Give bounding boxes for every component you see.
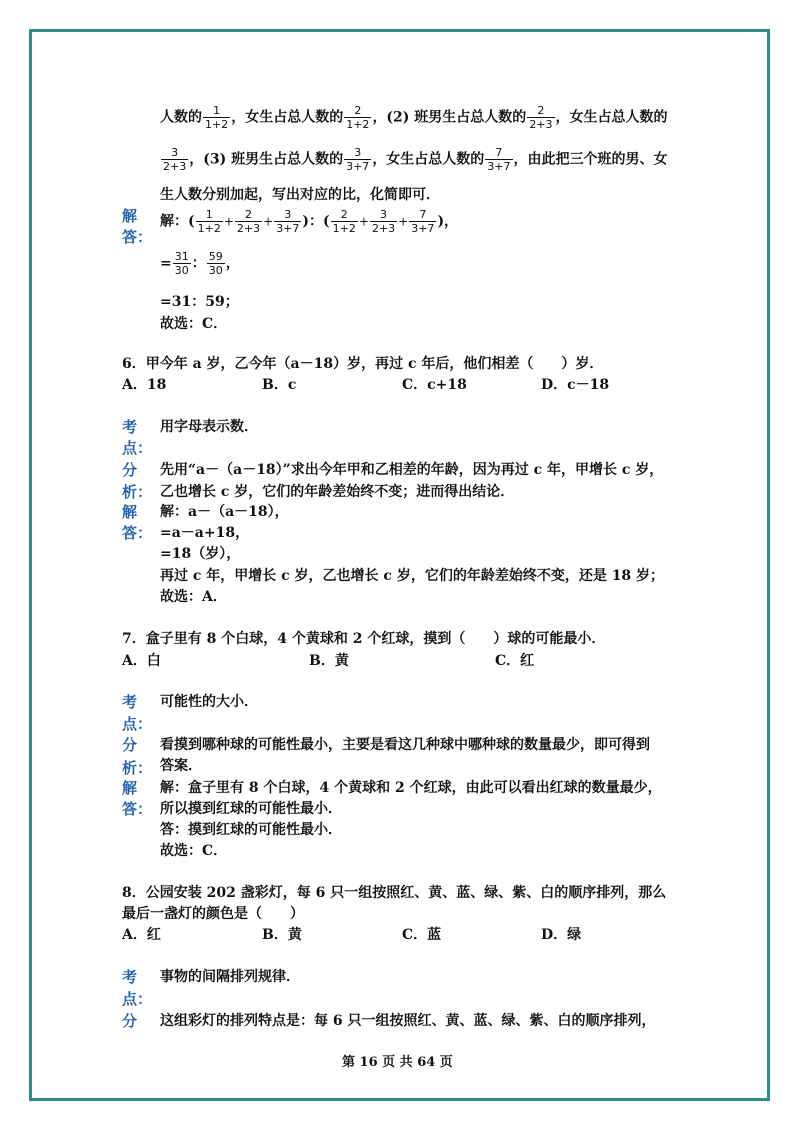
- q8-stem-line-1: 8．公园安装 202 盏彩灯，每 6 只一组按照红、黄、蓝、绿、紫、白的顺序排列，那么: [122, 885, 667, 901]
- q7-stem: 7．盒子里有 8 个白球，4 个黄球和 2 个红球，摸到（ ）球的可能最小．: [122, 631, 606, 647]
- text: ，女生占总人数的: [372, 151, 485, 168]
- text: ，: [225, 255, 240, 272]
- q7-kaodian-label-1: 考: [122, 693, 138, 711]
- fraction: $\frac{7}{3+7}$: [411, 208, 435, 235]
- q8-fenxi-line-1: 这组彩灯的排列特点是：每 6 只一组按照红、黄、蓝、绿、紫、白的顺序排列，: [160, 1013, 656, 1029]
- q7-jieda-label-2: 答：: [122, 800, 153, 818]
- q7-jieda-line-4: 故选：C．: [160, 843, 228, 859]
- q6-kaodian-label-1: 考: [122, 418, 138, 436]
- analysis-line-1: [160, 104, 668, 131]
- fraction: $\frac{7}{3+7}$: [487, 146, 511, 173]
- q7-jieda-line-1: 解：盒子里有 8 个白球，4 个黄球和 2 个红球，由此可以看出红球的数量最少，: [160, 780, 662, 796]
- q6-fenxi-line-2: 乙也增长 c 岁，它们的年龄差始终不变；进而得出结论．: [160, 484, 515, 500]
- fraction: $\frac{2}{1+2}$: [332, 208, 356, 235]
- text: 解：(: [160, 213, 195, 230]
- q6-jieda-line-1: 解：a－（a－18），: [160, 504, 289, 520]
- text: =: [160, 255, 172, 272]
- text: )：(: [302, 213, 330, 230]
- page-footer: 第 16 页 共 64 页: [342, 1055, 453, 1070]
- q7-option-c: C．红: [495, 653, 535, 669]
- q6-kaodian-label-2: 点：: [122, 439, 153, 457]
- plus-sign: +: [223, 214, 234, 229]
- q7-jieda-line-2: 所以摸到红球的可能性最小．: [160, 801, 342, 817]
- text: ，由此把三个班的男、女: [513, 151, 668, 168]
- q6-jieda-line-2: =a－a+18，: [160, 525, 250, 541]
- solution-line-2: [160, 250, 240, 277]
- text: ：: [191, 255, 206, 272]
- q7-fenxi-line-2: 答案．: [160, 758, 202, 774]
- q7-jieda-line-3: 答：摸到红球的可能性最小．: [160, 822, 342, 838]
- plus-sign: +: [398, 214, 409, 229]
- q7-fenxi-label-2: 析：: [122, 759, 153, 777]
- text: ，(3) 班男生占总人数的: [189, 151, 344, 168]
- plus-sign: +: [263, 214, 274, 229]
- q7-fenxi-label-1: 分: [122, 736, 138, 754]
- q7-option-a: A．白: [122, 653, 161, 669]
- q8-option-d: D．绿: [541, 927, 582, 943]
- q8-option-b: B．黄: [262, 927, 302, 943]
- q6-jieda-line-5: 故选：A．: [160, 589, 227, 605]
- q6-option-b: B．c: [262, 377, 297, 393]
- q7-fenxi-line-1: 看摸到哪种球的可能性最小，主要是看这几种球中哪种球的数量最少，即可得到: [160, 737, 650, 753]
- fraction: $\frac{3}{2+3}$: [163, 146, 187, 173]
- solution-label-1: 解: [122, 207, 138, 225]
- q6-fenxi-label-2: 析：: [122, 483, 153, 501]
- fraction: $\frac{2}{2+3}$: [529, 104, 553, 131]
- fraction: $\frac{1}{1+2}$: [197, 208, 221, 235]
- fraction: $\frac{3}{3+7}$: [346, 146, 370, 173]
- text: ，女生占总人数的: [231, 109, 344, 126]
- q7-jieda-label-1: 解: [122, 779, 138, 797]
- q8-fenxi-label-1: 分: [122, 1012, 138, 1030]
- q6-fenxi-label-1: 分: [122, 461, 138, 479]
- q8-option-a: A．红: [122, 927, 161, 943]
- solution-label-2: 答：: [122, 228, 153, 246]
- analysis-line-3: 生人数分别加起，写出对应的比，化简即可．: [160, 187, 440, 203]
- q6-option-c: C．c+18: [402, 377, 467, 393]
- text: ，(2) 班男生占总人数的: [372, 109, 527, 126]
- q8-stem-line-2: 最后一盏灯的颜色是（ ）: [122, 906, 304, 922]
- solution-line-1: [160, 208, 458, 235]
- text: ，女生占总人数的: [555, 109, 668, 126]
- fraction: $\frac{59}{30}$: [208, 250, 223, 277]
- fraction: $\frac{3}{3+7}$: [276, 208, 300, 235]
- text: 人数的: [160, 109, 202, 126]
- q7-option-b: B．黄: [309, 653, 349, 669]
- q6-jieda-label-2: 答：: [122, 524, 153, 542]
- q8-kaodian: 事物的间隔排列规律．: [160, 969, 300, 985]
- fraction: $\frac{1}{1+2}$: [205, 104, 229, 131]
- fraction: $\frac{31}{30}$: [174, 250, 189, 277]
- q6-stem: 6．甲今年 a 岁，乙今年（a－18）岁，再过 c 年后，他们相差（ ）岁．: [122, 356, 604, 372]
- q6-kaodian: 用字母表示数．: [160, 419, 258, 435]
- q6-jieda-line-3: =18（岁），: [160, 546, 241, 562]
- q6-fenxi-line-1: 先用“a－（a－18）”求出今年甲和乙相差的年龄，因为再过 c 年，甲增长 c 岁，: [160, 462, 664, 478]
- q6-jieda-label-1: 解: [122, 503, 138, 521]
- q7-kaodian-label-2: 点：: [122, 715, 153, 733]
- analysis-line-2: [160, 146, 668, 173]
- q6-option-a: A．18: [122, 377, 167, 393]
- fraction: $\frac{2}{2+3}$: [236, 208, 261, 235]
- plus-sign: +: [358, 214, 369, 229]
- q8-option-c: C．蓝: [402, 927, 442, 943]
- solution-line-4: 故选：C．: [160, 316, 228, 332]
- solution-line-3: =31：59；: [160, 294, 239, 310]
- text: )，: [437, 213, 459, 230]
- fraction: $\frac{2}{1+2}$: [346, 104, 370, 131]
- q8-kaodian-label-2: 点：: [122, 990, 153, 1008]
- q6-jieda-line-4: 再过 c 年，甲增长 c 岁，乙也增长 c 岁，它们的年龄差始终不变，还是 18 岁；: [160, 568, 665, 584]
- fraction: $\frac{3}{2+3}$: [371, 208, 396, 235]
- q8-kaodian-label-1: 考: [122, 968, 138, 986]
- q7-kaodian: 可能性的大小．: [160, 694, 258, 710]
- q6-option-d: D．c－18: [541, 377, 610, 393]
